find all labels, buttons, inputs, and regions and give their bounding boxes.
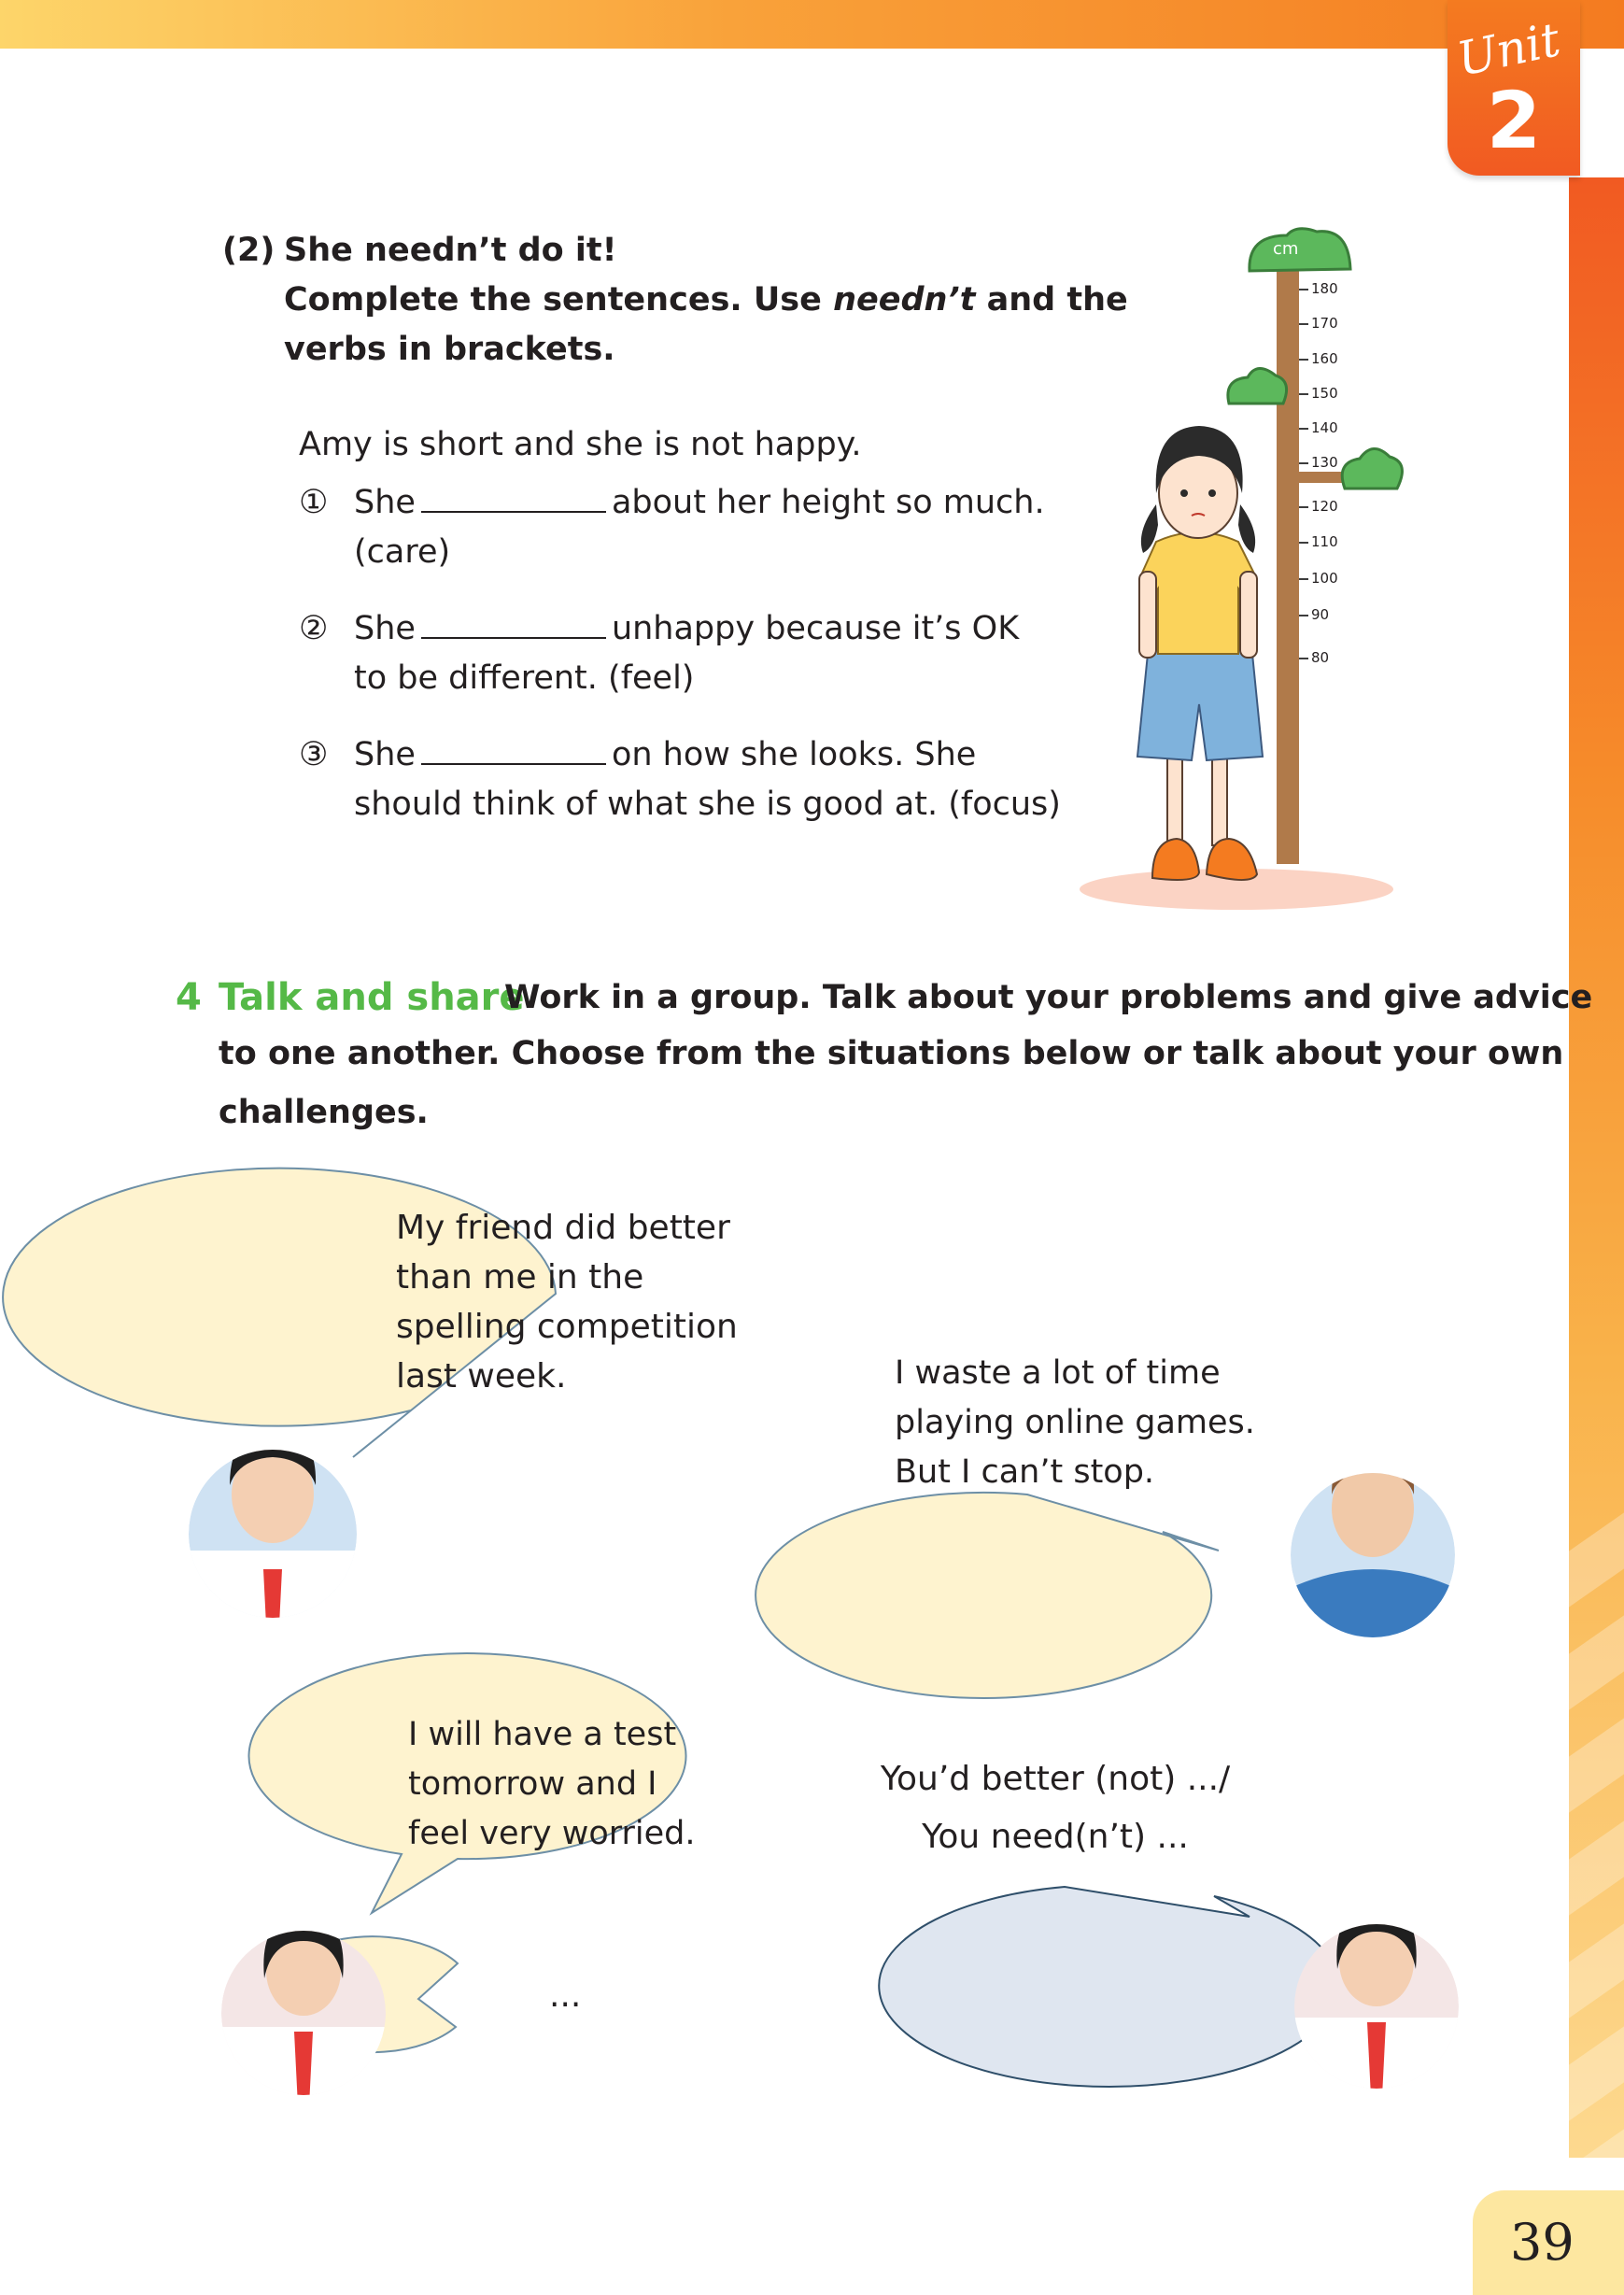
list-item: She about her height so much. xyxy=(354,478,1045,528)
item-hint: to be different. (feel) xyxy=(354,659,695,697)
tick-label: 120 xyxy=(1311,498,1338,515)
tick-label: 130 xyxy=(1311,454,1338,471)
exercise-title: She needn’t do it! xyxy=(284,232,617,269)
exercise-context: Amy is short and she is not happy. xyxy=(299,426,862,463)
page-number-box xyxy=(1473,2190,1624,2295)
section-title: Talk and share xyxy=(219,976,525,1019)
instruction-emphasis: needn’t xyxy=(833,281,976,319)
tick-label: 160 xyxy=(1311,350,1338,367)
unit-label: Unit xyxy=(1452,12,1565,87)
bubble-friend-text: My friend did better than me in the spelling competition last week. xyxy=(396,1209,738,1395)
avatar-girl-2 xyxy=(1294,1905,1459,2097)
section-instruction-line3: challenges. xyxy=(219,1094,429,1131)
item-hint: should think of what she is good at. (focus) xyxy=(354,786,1061,823)
tick-label: 80 xyxy=(1311,649,1330,666)
exercise-instruction-line2: verbs in brackets. xyxy=(284,331,615,368)
avatar-boy-1 xyxy=(187,1429,359,1644)
section-instruction: Work in a group. Talk about your problems and give advice xyxy=(504,979,1593,1016)
item-hint: (care) xyxy=(354,533,451,571)
item-marker: ① xyxy=(299,484,329,521)
chart-unit: cm xyxy=(1273,239,1299,259)
tick-label: 150 xyxy=(1311,385,1338,402)
list-item: She unhappy because it’s OK xyxy=(354,604,1019,654)
bubble-advice xyxy=(879,1887,1338,2087)
bubble-games-text: I waste a lot of time playing online games. But I can’t stop. xyxy=(895,1354,1255,1491)
bubble-advice-text: You’d better (not) .../ You need(n’t) ... xyxy=(880,1760,1231,1856)
section-instruction-line2: to one another. Choose from the situations below or talk about your own xyxy=(219,1035,1564,1072)
exercise-number: (2) xyxy=(222,232,275,269)
tick-label: 100 xyxy=(1311,570,1338,587)
list-item: She on how she looks. She xyxy=(354,730,976,780)
tick-label: 180 xyxy=(1311,280,1338,297)
unit-number: 2 xyxy=(1486,75,1542,166)
tick-label: 140 xyxy=(1311,419,1338,436)
item-marker: ③ xyxy=(299,736,329,773)
page-number: 39 xyxy=(1510,2213,1575,2272)
bubble-test-text: I will have a test tomorrow and I feel very worried. xyxy=(408,1716,696,1852)
tick-label: 110 xyxy=(1311,533,1338,550)
bubble-games xyxy=(756,1493,1219,1698)
exercise-instruction: Complete the sentences. Use needn’t and the xyxy=(284,281,1128,319)
item-marker: ② xyxy=(299,610,329,647)
tick-label: 90 xyxy=(1311,606,1330,623)
bubble-more-text: ... xyxy=(549,1976,582,2015)
tick-label: 170 xyxy=(1311,315,1338,332)
section-number: 4 xyxy=(176,976,202,1019)
avatar-boy-2 xyxy=(1291,1440,1455,1644)
